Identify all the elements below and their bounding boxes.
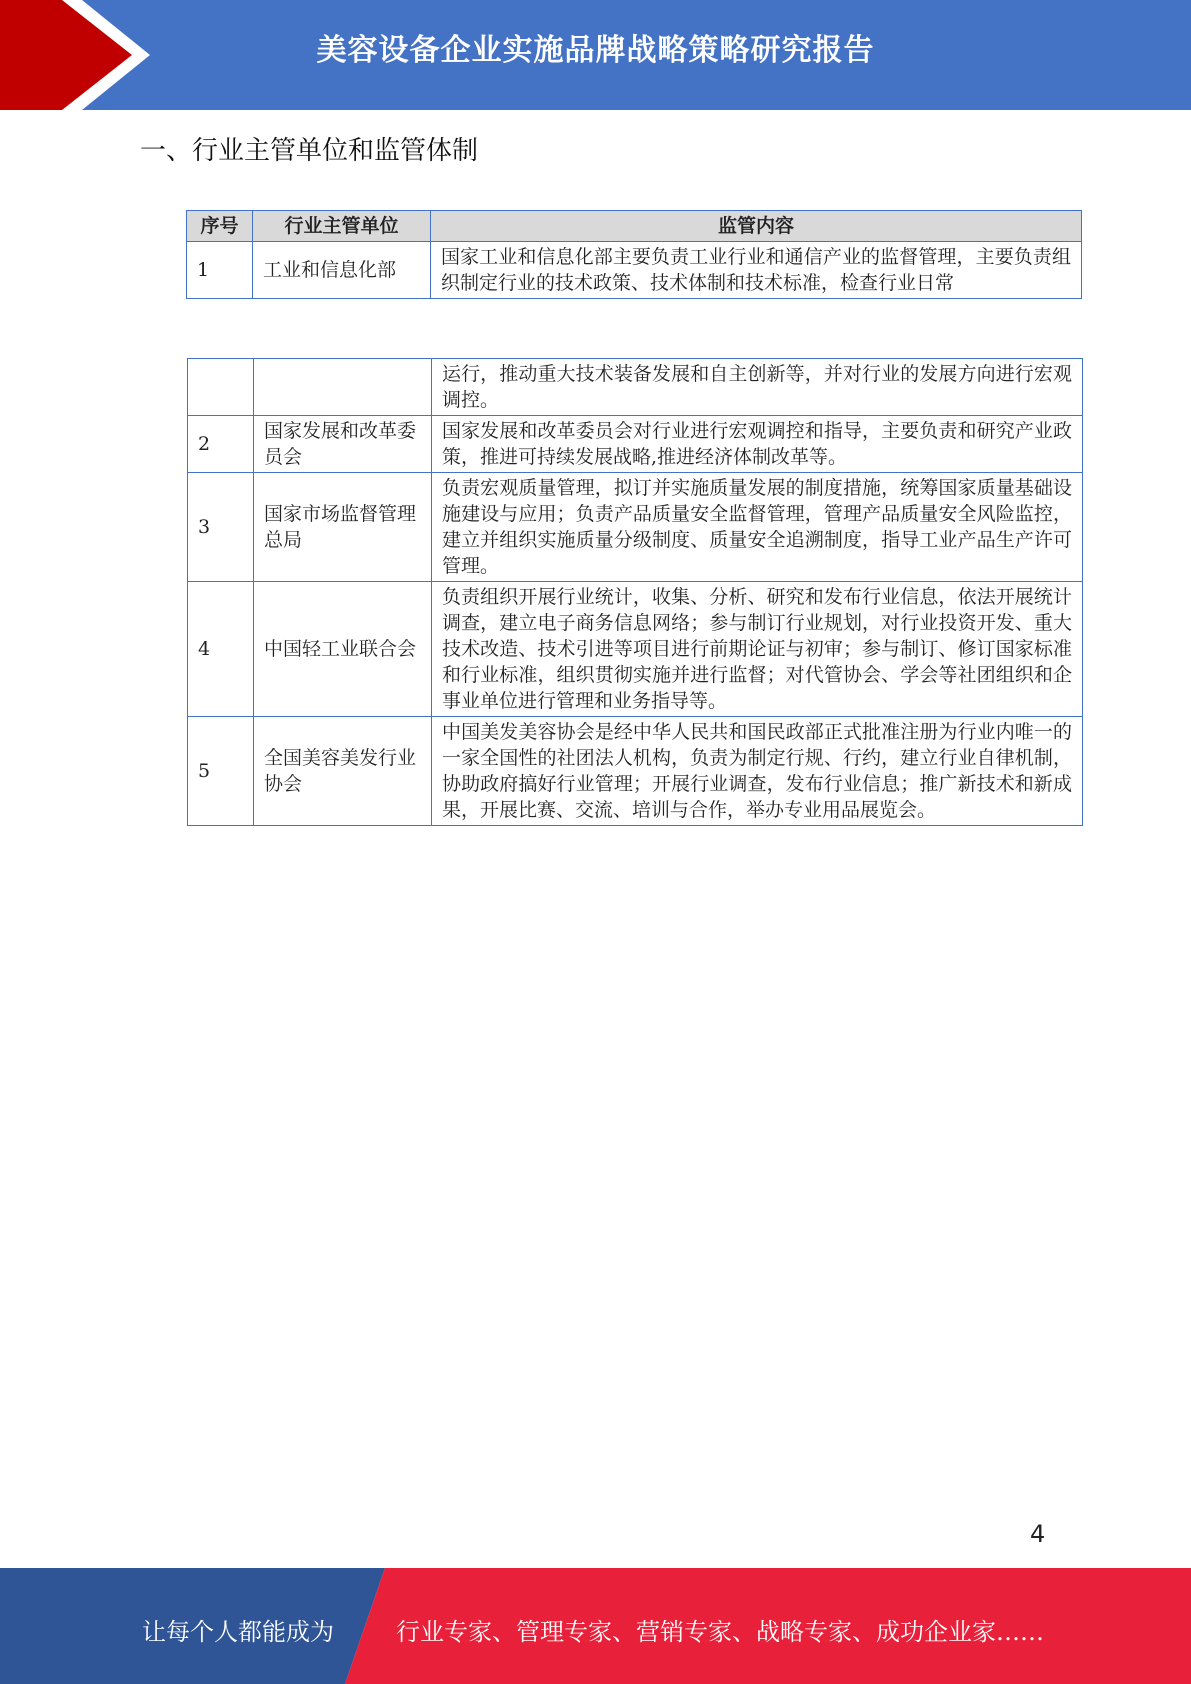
row-seq <box>188 359 254 416</box>
header-seq: 序号 <box>187 211 253 242</box>
row-seq: 2 <box>188 416 254 473</box>
regulator-table-part1 <box>186 210 1082 299</box>
row-seq: 5 <box>188 717 254 826</box>
row-unit: 国家发展和改革委员会 <box>254 416 432 473</box>
row-unit: 中国轻工业联合会 <box>254 582 432 717</box>
row-content: 国家工业和信息化部主要负责工业行业和通信产业的监督管理，主要负责组织制定行业的技术政策、技术体制和技术标准，检查行业日常 <box>431 242 1082 299</box>
table-row <box>188 416 1083 473</box>
table-row <box>188 582 1083 717</box>
row-seq: 3 <box>188 473 254 582</box>
footer-slogan-left: 让每个人都能成为 <box>142 1618 334 1646</box>
regulator-table-part2 <box>187 358 1083 826</box>
section-heading: 一、行业主管单位和监管体制 <box>140 136 479 166</box>
row-content: 负责组织开展行业统计，收集、分析、研究和发布行业信息，依法开展统计调查，建立电子商务信息网络；参与制订行业规划，对行业投资开发、重大技术改造、技术引进等项目进行前期论证与初审；参与制订、修订国家标准和行业标准，组织贯彻实施并进行监督；对代管协会、学会等社团组织和企事业单位进行管理和业务指导等。 <box>432 582 1083 717</box>
row-unit <box>254 359 432 416</box>
table-header-row <box>187 211 1082 242</box>
row-seq: 4 <box>188 582 254 717</box>
footer-slogan-right: 行业专家、管理专家、营销专家、战略专家、成功企业家…… <box>396 1618 1044 1646</box>
table-row <box>188 473 1083 582</box>
table-row <box>188 717 1083 826</box>
table-row <box>188 359 1083 416</box>
header-content: 监管内容 <box>431 211 1082 242</box>
table-row <box>187 242 1082 299</box>
row-unit: 工业和信息化部 <box>253 242 431 299</box>
header-unit: 行业主管单位 <box>253 211 431 242</box>
document-title: 美容设备企业实施品牌战略策略研究报告 <box>316 33 875 68</box>
row-unit: 国家市场监督管理总局 <box>254 473 432 582</box>
row-content: 负责宏观质量管理，拟订并实施质量发展的制度措施，统筹国家质量基础设施建设与应用；负责产品质量安全监督管理，管理产品质量安全风险监控，建立并组织实施质量分级制度、质量安全追溯制度，指导工业产品生产许可管理。 <box>432 473 1083 582</box>
row-unit: 全国美容美发行业协会 <box>254 717 432 826</box>
header-banner <box>0 0 1191 110</box>
row-content: 运行，推动重大技术装备发展和自主创新等，并对行业的发展方向进行宏观调控。 <box>432 359 1083 416</box>
row-seq: 1 <box>187 242 253 299</box>
page-number: 4 <box>1030 1520 1046 1548</box>
row-content: 国家发展和改革委员会对行业进行宏观调控和指导，主要负责和研究产业政策，推进可持续发展战略,推进经济体制改革等。 <box>432 416 1083 473</box>
row-content: 中国美发美容协会是经中华人民共和国民政部正式批准注册为行业内唯一的一家全国性的社团法人机构，负责为制定行规、行约，建立行业自律机制，协助政府搞好行业管理；开展行业调查，发布行业信息；推广新技术和新成果，开展比赛、交流、培训与合作，举办专业用品展览会。 <box>432 717 1083 826</box>
